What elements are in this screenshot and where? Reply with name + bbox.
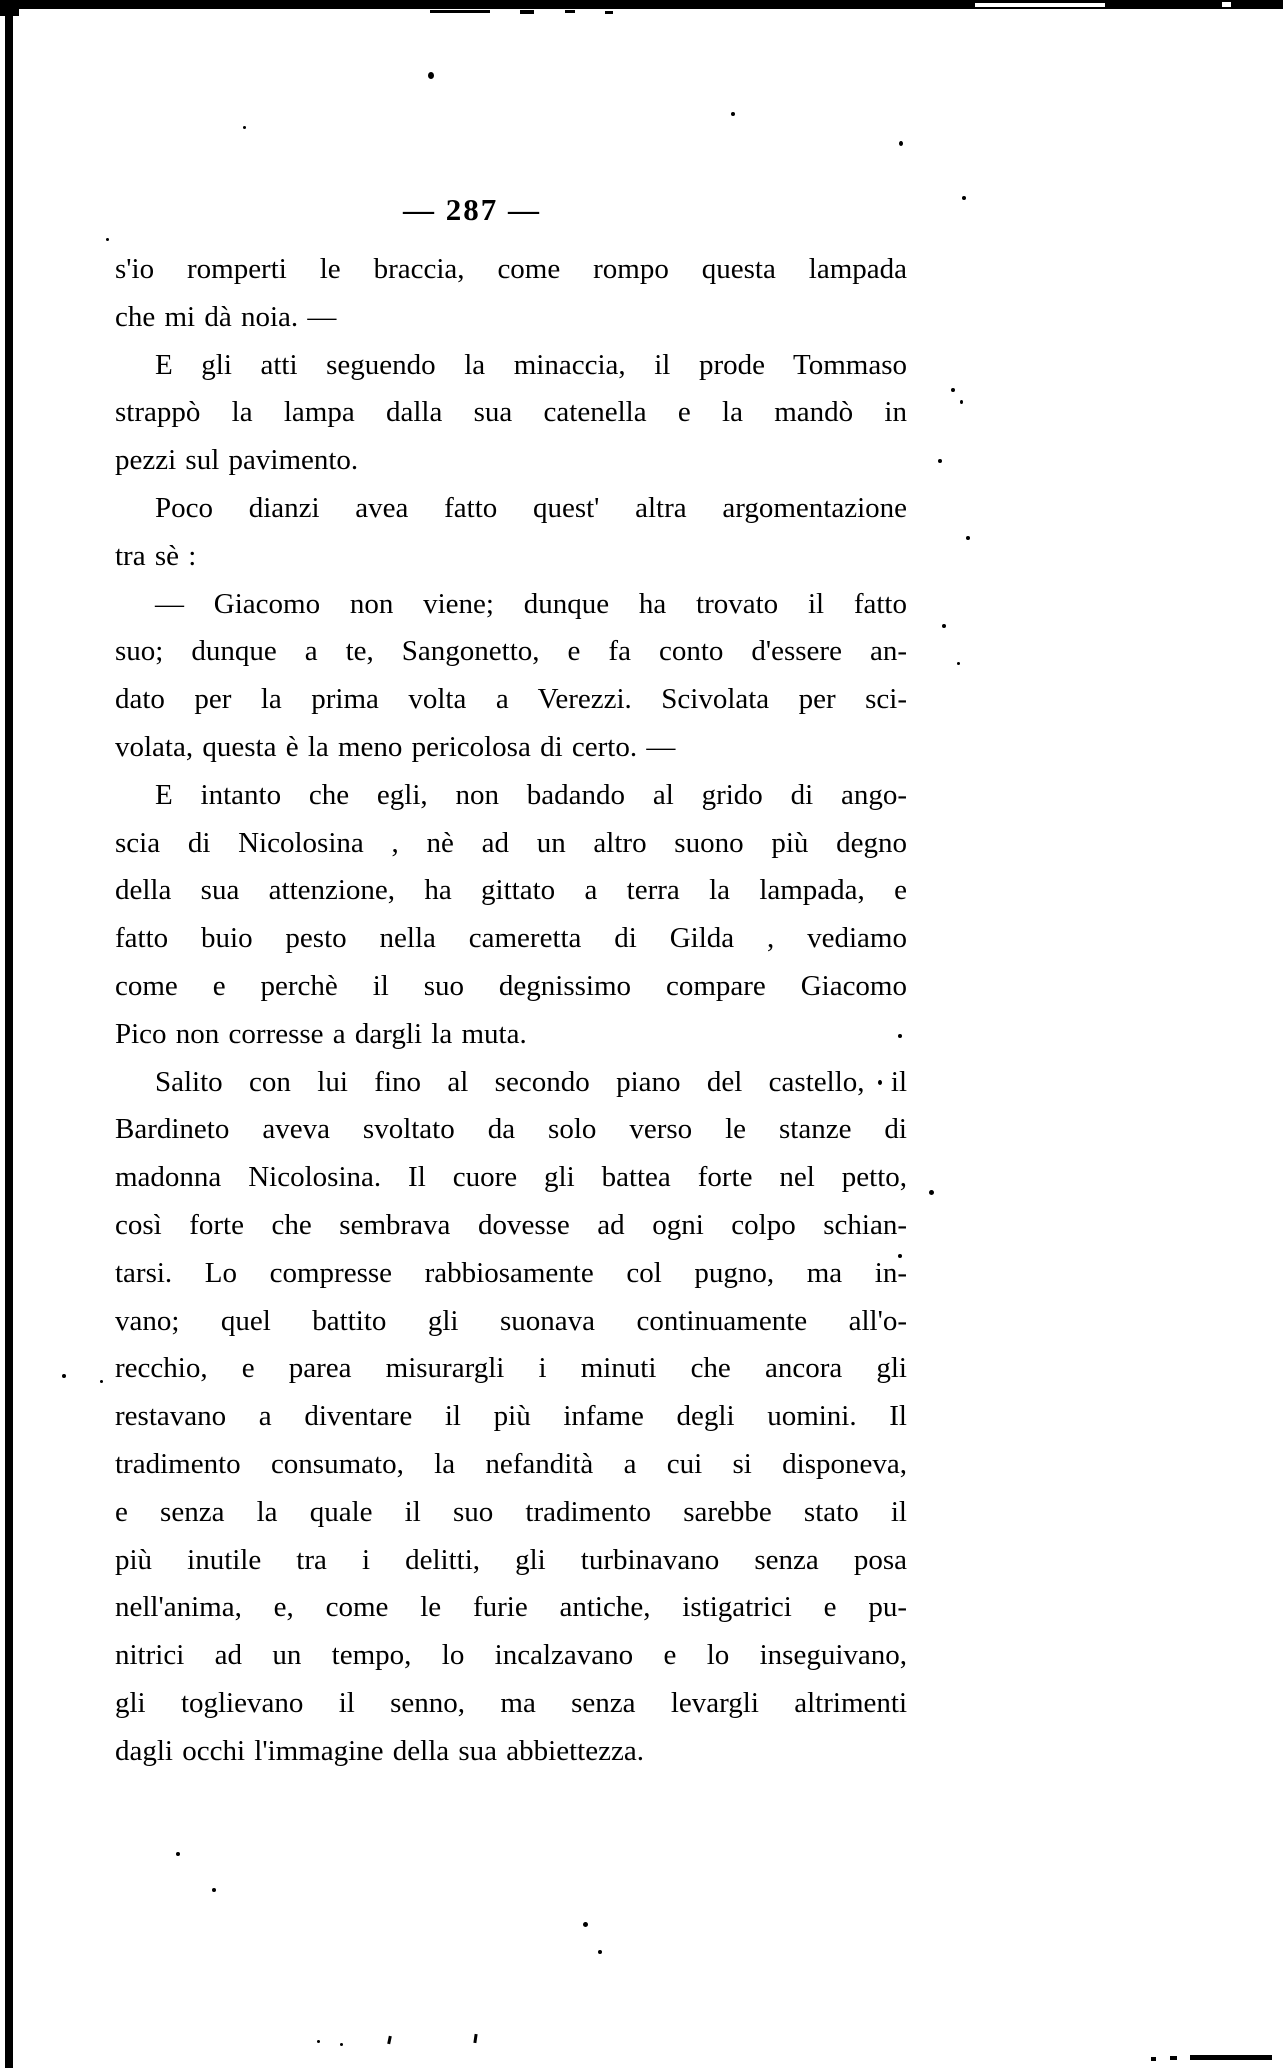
- scan-speck: [942, 624, 946, 628]
- text-line: tradimento consumato, la nefandità a cui si disponeva,: [115, 1447, 907, 1480]
- scan-speck: [340, 2043, 343, 2046]
- text-line: dato per la prima volta a Verezzi. Scivolata per sci-: [115, 683, 907, 716]
- text-line: E intanto che egli, non badando al grido di ango-: [155, 778, 907, 811]
- text-line: tra sè :: [115, 539, 197, 572]
- scan-speck: [1170, 2056, 1177, 2060]
- text-line: strappò la lampa dalla sua catenella e la mandò in: [115, 396, 907, 429]
- scan-speck: [951, 388, 955, 392]
- scan-speck: [966, 536, 970, 540]
- text-line: come e perchè il suo degnissimo compare Giacomo: [115, 969, 907, 1002]
- text-line: Salito con lui fino al secondo piano del castello, il: [155, 1065, 907, 1098]
- text-line: così forte che sembrava dovesse ad ogni colpo schian-: [115, 1208, 907, 1241]
- text-line: e senza la quale il suo tradimento sarebbe stato il: [115, 1495, 907, 1528]
- text-line: Poco dianzi avea fatto quest' altra argomentazione: [155, 491, 907, 524]
- text-line: volata, questa è la meno pericolosa di certo. —: [115, 730, 676, 763]
- scan-speck: [106, 238, 109, 241]
- scan-speck: [731, 112, 735, 116]
- scan-top-dash: [520, 10, 534, 14]
- text-line: — Giacomo non viene; dunque ha trovato il fatto: [155, 587, 907, 620]
- text-line: che mi dà noia. —: [115, 300, 337, 333]
- text-line: nell'anima, e, come le furie antiche, istigatrici e pu-: [115, 1591, 907, 1624]
- scan-speck: [387, 2036, 392, 2044]
- text-line: E gli atti seguendo la minaccia, il prode Tommaso: [155, 348, 907, 381]
- scan-speck: [1151, 2057, 1156, 2061]
- scan-speck: [899, 141, 903, 146]
- scan-top-dash: [605, 11, 613, 14]
- text-line: madonna Nicolosina. Il cuore gli battea forte nel petto,: [115, 1161, 907, 1194]
- scan-speck: [598, 1950, 602, 1954]
- scan-speck: [176, 1852, 180, 1856]
- scan-speck: [428, 72, 434, 79]
- scan-top-gap: [975, 3, 1105, 7]
- scan-speck: [960, 400, 963, 404]
- scan-speck: [243, 126, 246, 129]
- text-line: recchio, e parea misurargli i minuti che ancora gli: [115, 1352, 907, 1385]
- text-line: tarsi. Lo compresse rabbiosamente col pugno, ma in-: [115, 1256, 907, 1289]
- scan-speck: [62, 1374, 66, 1378]
- text-line: scia di Nicolosina , nè ad un altro suono più degno: [115, 826, 907, 859]
- text-line: pezzi sul pavimento.: [115, 444, 359, 477]
- text-line: Bardineto aveva svoltato da solo verso le stanze di: [115, 1113, 907, 1146]
- text-line: nitrici ad un tempo, lo incalzavano e lo inseguivano,: [115, 1639, 907, 1672]
- scan-speck: [317, 2040, 320, 2043]
- text-line: fatto buio pesto nella cameretta di Gilda , vediamo: [115, 922, 907, 955]
- scan-left-bar: [5, 0, 13, 2068]
- scan-top-dash: [565, 10, 575, 13]
- scan-speck: [583, 1922, 588, 1927]
- scan-top-gap: [1222, 2, 1231, 7]
- text-line: della sua attenzione, ha gittato a terra la lampada, e: [115, 874, 907, 907]
- text-line: vano; quel battito gli suonava continuamente all'o-: [115, 1304, 907, 1337]
- scan-bottom-line: [1190, 2055, 1272, 2060]
- scan-speck: [100, 1380, 103, 1383]
- text-line: più inutile tra i delitti, gli turbinavano senza posa: [115, 1543, 907, 1576]
- scan-speck: [962, 196, 966, 200]
- scan-speck: [957, 662, 960, 665]
- scan-speck: [473, 2034, 477, 2043]
- scan-speck: [929, 1190, 934, 1195]
- scan-top-dash: [430, 10, 490, 13]
- text-line: Pico non corresse a dargli la muta.: [115, 1017, 527, 1050]
- text-line: dagli occhi l'immagine della sua abbiettezza.: [115, 1734, 644, 1767]
- scan-corner-mark: [0, 0, 19, 16]
- text-line: restavano a diventare il più infame degli uomini. Il: [115, 1400, 907, 1433]
- text-line: s'io romperti le braccia, come rompo questa lampada: [115, 253, 907, 285]
- text-line: gli toglievano il senno, ma senza levargli altrimenti: [115, 1686, 907, 1719]
- page-number: — 287 —: [403, 192, 541, 227]
- scan-speck: [938, 459, 942, 463]
- text-line: suo; dunque a te, Sangonetto, e fa conto d'essere an-: [115, 635, 907, 668]
- scan-speck: [212, 1888, 216, 1892]
- text-block: [115, 246, 907, 1776]
